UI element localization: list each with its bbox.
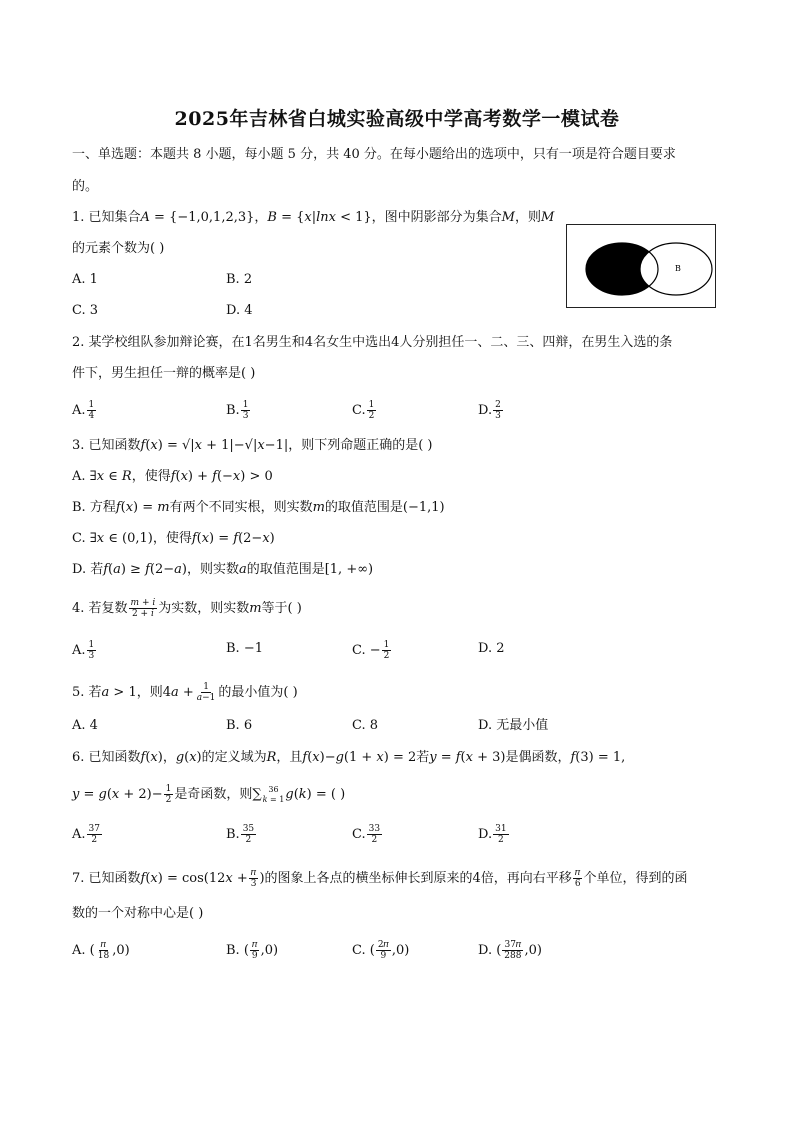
q7-option-a: A. ( $\frac{\text{𝜋}}{18}$ ,0) [72, 940, 130, 961]
q4-option-b: B. −1 [226, 641, 263, 656]
q1-option-d: D. 4 [226, 303, 253, 318]
q6-option-a: A. $\frac{37}{2}$ [72, 824, 100, 845]
venn-label-b: B [675, 264, 681, 273]
q3-option-d: D. 若𝑓(𝑎) ≥ 𝑓(2−𝑎)，则实数𝑎的取值范围是[1, +∞) [72, 562, 374, 577]
q2-option-b: B. $\frac{1}{3}$ [226, 400, 249, 421]
q5-option-d: D. 无最小值 [478, 718, 549, 733]
q3-option-b: B. 方程𝑓(𝑥) = 𝑚有两个不同实根，则实数𝑚的取值范围是(−1,1) [72, 500, 445, 515]
q1-option-a: A. 1 [72, 272, 98, 287]
q1-stem: 1. 已知集合𝐴 = {−1,0,1,2,3}，𝐵 = {𝑥|𝑙𝑛𝑥 < 1}，图中阴影部分为集合𝑀，则𝑀 [72, 210, 555, 225]
q4-option-a: A. $\frac{1}{3}$ [72, 640, 95, 661]
q1-stem-cont: 的元素个数为( ) [72, 241, 165, 256]
section-heading-cont: 的。 [72, 179, 99, 194]
q6-option-d: D. $\frac{31}{2}$ [478, 824, 507, 845]
q7-option-d: D. ( $\frac{\text{37𝜋}}{288}$ ,0) [478, 940, 542, 961]
q2-stem-cont: 件下，男生担任一辩的概率是( ) [72, 366, 256, 381]
q3-option-a: A. ∃𝑥 ∈ 𝑅，使得𝑓(𝑥) + 𝑓(−𝑥) > 0 [72, 469, 273, 484]
q6-option-c: C. $\frac{33}{2}$ [352, 824, 381, 845]
q6-option-b: B. $\frac{35}{2}$ [226, 824, 255, 845]
q7-option-b: B. ( $\frac{\text{𝜋}}{9}$ ,0) [226, 940, 279, 961]
q6-stem-cont: 𝑦 = 𝑔(𝑥 + 2)− $\frac{1}{2}$ 是奇函数，则∑ 36 𝑘 = 1 𝑔(𝑘) = ( ) [72, 784, 346, 805]
venn-label-a: A [621, 266, 627, 275]
q2-option-a: A. $\frac{1}{4}$ [72, 400, 95, 421]
q5-option-c: C. 8 [352, 718, 379, 733]
venn-diagram [566, 224, 716, 308]
q5-option-a: A. 4 [72, 718, 98, 733]
q7-stem-cont: 数的一个对称中心是( ) [72, 906, 204, 921]
q2-option-c: C. $\frac{1}{2}$ [352, 400, 375, 421]
q7-option-c: C. ( $\frac{\text{2𝜋}}{9}$ ,0) [352, 940, 410, 961]
q7-stem: 7. 已知函数𝑓(𝑥) = cos(12𝑥 + $\frac{\text{𝜋}}{3}$ )的图象上各点的横坐标伸长到原来的4倍，再向右平移 $\frac{\text{𝜋}}{6}$ 个单位，得到的函 [72, 868, 688, 889]
q6-stem: 6. 已知函数𝑓(𝑥)，𝑔(𝑥)的定义域为𝑅，且𝑓(𝑥)−𝑔(1 + 𝑥) = 2若𝑦 = 𝑓(𝑥 + 3)是偶函数，𝑓(3) = 1, [72, 750, 626, 765]
q1-option-c: C. 3 [72, 303, 99, 318]
q2-option-d: D. $\frac{2}{3}$ [478, 400, 501, 421]
q2-stem: 2. 某学校组队参加辩论赛，在1名男生和4名女生中选出4人分别担任一、二、三、四辩，在男生入选的条 [72, 335, 673, 350]
q5-option-b: B. 6 [226, 718, 253, 733]
q5-stem: 5. 若𝑎 > 1，则4𝑎 + $\frac{1}{\text{𝑎−1}}$ 的最小值为( ) [72, 682, 298, 703]
section-heading: 一、单选题：本题共 8 小题，每小题 5 分，共 40 分。在每小题给出的选项中，只有一项是符合题目要求 [72, 147, 676, 162]
q4-option-c: C. − $\frac{1}{2}$ [352, 640, 390, 661]
q3-option-c: C. ∃𝑥 ∈ (0,1)，使得𝑓(𝑥) = 𝑓(2−𝑥) [72, 531, 275, 546]
q4-option-d: D. 2 [478, 641, 505, 656]
page-title: 2025年吉林省白城实验高级中学高考数学一模试卷 [174, 108, 620, 130]
q1-option-b: B. 2 [226, 272, 253, 287]
q4-stem: 4. 若复数 $\frac{\text{𝑚 + 𝑖}}{\text{2 + 𝑖}}$ 为实数，则实数𝑚等于( ) [72, 598, 302, 619]
q3-stem: 3. 已知函数𝑓(𝑥) = √|𝑥 + 1|−√|𝑥−1|，则下列命题正确的是( ) [72, 438, 433, 453]
